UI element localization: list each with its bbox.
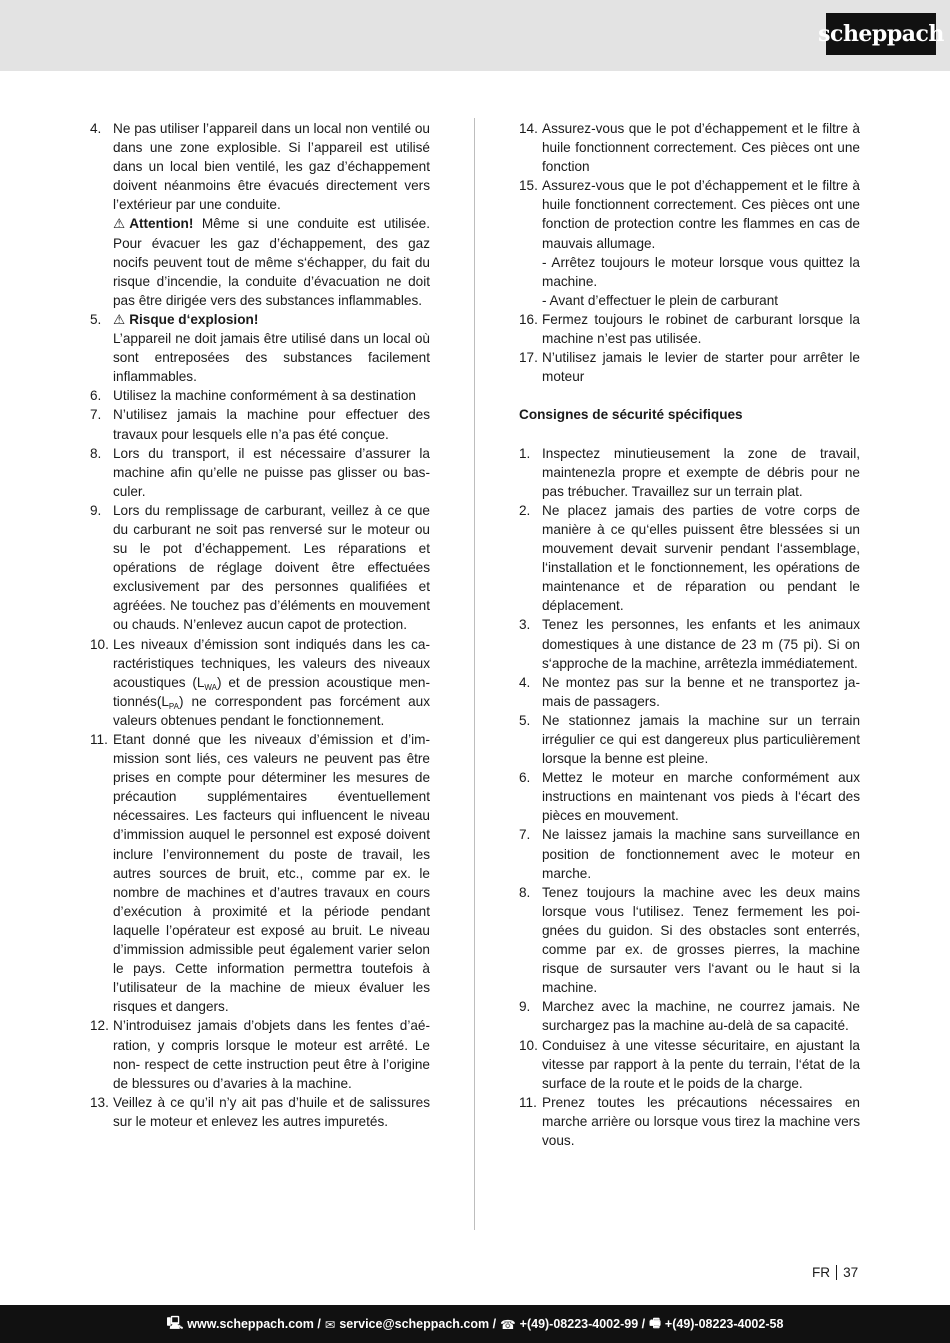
item-number: 10. <box>519 1037 538 1053</box>
item-number: 6. <box>90 388 102 404</box>
list-item <box>519 825 860 882</box>
list-item <box>519 119 860 176</box>
list-item <box>519 883 860 998</box>
item-number: 3. <box>519 617 531 633</box>
list-item <box>519 348 860 386</box>
item-number: 11. <box>519 1094 537 1110</box>
item-paragraph <box>113 386 430 405</box>
list-item <box>90 501 430 635</box>
item-paragraph <box>542 711 860 768</box>
mail-icon: ✉ <box>324 1317 336 1332</box>
item-number: 4. <box>519 674 531 690</box>
item-paragraph <box>542 119 860 176</box>
list-item <box>90 405 430 443</box>
item-paragraph <box>542 176 860 252</box>
section-heading: Consignes de sécurité spécifiques <box>519 407 743 423</box>
item-text: Les niveaux d’émission sont indiqués dans les caractéristiques techniques, les valeurs des niveaux acoustiques (L <box>113 636 430 690</box>
item-number: 17. <box>519 350 538 366</box>
item-number: 7. <box>519 827 531 843</box>
phone-icon: ☎ <box>500 1317 516 1332</box>
item-paragraph <box>113 635 430 730</box>
page-language: FR <box>812 1265 831 1280</box>
item-paragraph <box>113 310 430 329</box>
item-paragraph <box>542 1036 860 1093</box>
item-text: - Avant d’effectuer le plein de carburant <box>542 292 779 308</box>
item-paragraph <box>113 501 430 635</box>
list-item <box>519 310 860 348</box>
warning-icon: ⚠ <box>113 311 126 327</box>
page-number-separator <box>836 1265 837 1280</box>
item-paragraph <box>113 329 430 386</box>
item-text: Lors du transport, il est nécessaire d’assurer la machine afin qu’elle ne puisse pas glisser ou basculer. <box>113 445 430 499</box>
item-number: 16. <box>519 311 538 327</box>
left-column <box>90 119 430 1131</box>
warning-label: Attention! <box>129 216 194 232</box>
item-text: Assurez-vous que le pot d’échappement et le filtre à huile fonctionnent correctement. Ces pièces ont une fonction <box>542 121 860 175</box>
item-text: Conduisez à une vitesse sécuritaire, en ajustant la vitesse par rapport à la pente du terrain, l‘état de la surface de la route et le poids de la charge. <box>542 1037 860 1091</box>
item-paragraph <box>542 348 860 386</box>
footer-bar <box>0 1305 950 1343</box>
item-text: Tenez les personnes, les enfants et les animaux domestiques à une distance de 23 m (75 pi). Si on s‘approche de la machine, arrêtezla immédiatement. <box>542 617 860 671</box>
item-number: 6. <box>519 770 531 786</box>
item-number: 8. <box>90 445 102 461</box>
item-paragraph <box>113 730 430 1016</box>
item-number: 1. <box>519 445 531 461</box>
item-text: Utilisez la machine conformément à sa destination <box>113 388 416 404</box>
item-number: 12. <box>90 1018 109 1034</box>
item-text: Ne pas utiliser l’appareil dans un local non ventilé ou dans une zone explosible. Si l’appareil est utilisé dans un local bien ventilé, les gaz d’échappement doivent néanmoins être évacués directement vers l’extérieur par une conduite. <box>113 121 430 213</box>
page-number <box>812 1265 858 1280</box>
item-number: 4. <box>90 121 102 136</box>
subscript: PA <box>168 701 179 711</box>
item-text: ) ne correspondent pas forcément aux valeurs obtenues pendant le fonctionnement. <box>113 693 430 728</box>
item-paragraph <box>542 1093 860 1150</box>
item-text: Assurez-vous que le pot d’échappement et le filtre à huile fonctionnent correctement. Ces pièces ont une fonction de protection contre les flammes en cas de mauvais allumage. <box>542 178 860 251</box>
item-text: ) et de pression acoustique mentionnés(L <box>113 674 430 709</box>
item-number: 11. <box>90 732 108 747</box>
item-number: 5. <box>90 311 102 327</box>
item-paragraph <box>542 768 860 825</box>
list-item <box>519 673 860 711</box>
item-text: Lors du remplissage de carburant, veillez à ce que du carburant ne soit pas renversé sur le moteur ou su le pot d’échappement. Les réparations et opérations de réglage doivent être effectuées exclusivement par des personnes qualifiées et agréées. Ne touchez pas d’éléments en mouvement ou chauds. N’enlevez aucun capot de protection. <box>113 502 430 633</box>
list-item <box>519 768 860 825</box>
list-item <box>90 310 430 386</box>
item-text: Ne laissez jamais la machine sans surveillance en position de fonctionnement avec le moteur en marche. <box>542 827 860 881</box>
list-item <box>519 444 860 501</box>
list-item <box>519 176 860 310</box>
item-text: Inspectez minutieusement la zone de travail, maintenezla propre et exempte de débris pour ne pas trébucher. Travaillez sur un terrain plat. <box>542 445 860 499</box>
item-text: Etant donné que les niveaux d’émission et d’immission sont liés, ces valeurs ne peuvent pas être prises en compte pour déterminer les mesures de précaution supplémentaires éventuellement nécessaires. Les facteurs qui influencent le niveau d’immission auquel le personnel est exposé doivent inclure l’environnement du poste de travail, les autres sources de bruit, etc., comme par ex. le nombre de machines et d’autres travaux en cours d’exécution à proximité et la période pendant laquelle l’opérateur est exposé au bruit. Le niveau d’immission admissible peut également varier selon le pays. Cette information permettra toutefois à l’utilisateur de la machine de mieux évaluer les risques et dangers. <box>113 732 430 1015</box>
footer-fax: +(49)-08223-4002-58 <box>664 1317 784 1331</box>
subscript: WA <box>204 682 218 692</box>
page-number-value: 37 <box>843 1265 859 1280</box>
list-item <box>90 386 430 405</box>
list-item <box>519 1093 860 1150</box>
item-paragraph <box>113 405 430 443</box>
item-text: N’introduisez jamais d’objets dans les fentes d’aération, y compris lorsque le moteur est arrêté. Le non- respect de cette instruction peut être à l’origine de blessures ou d’avaries à la machine. <box>113 1018 430 1091</box>
item-text: L’appareil ne doit jamais être utilisé dans un local où sont entreposées des substances facilement inflammables. <box>113 331 430 385</box>
item-text: Marchez avec la machine, ne courrez jamais. Ne surchargez pas la machine au-delà de sa capacité. <box>542 999 860 1034</box>
item-text: Ne stationnez jamais la machine sur un terrain irrégulier ce qui est dangereux plus particulièrement lorsque la benne est pleine. <box>542 712 860 767</box>
list-item <box>90 635 430 730</box>
item-text: Fermez toujours le robinet de carburant lorsque la machine n’est pas utilisée. <box>542 311 860 347</box>
general-safety-list-continued <box>519 119 860 386</box>
item-number: 14. <box>519 121 538 136</box>
item-text: Ne montez pas sur la benne et ne transportez jamais de passagers. <box>542 674 860 709</box>
computer-icon: 🖳 <box>166 1315 184 1330</box>
item-text: Prenez toutes les précautions nécessaires en marche arrière ou lorsque vous tirez la machine vers vous. <box>542 1094 860 1148</box>
item-number: 8. <box>519 884 531 900</box>
item-text: Veillez à ce qu’il n’y ait pas d’huile et de salissures sur le moteur et enlevez les autres impuretés. <box>113 1094 430 1129</box>
item-paragraph <box>542 253 860 291</box>
item-paragraph <box>542 444 860 501</box>
list-item <box>519 615 860 672</box>
item-paragraph <box>542 673 860 711</box>
footer-email[interactable]: service@scheppach.com / <box>339 1317 497 1331</box>
item-paragraph <box>113 1016 430 1092</box>
item-paragraph <box>542 501 860 616</box>
item-text: N’utilisez jamais le levier de starter pour arrêter le moteur <box>542 350 860 385</box>
footer-website[interactable]: www.scheppach.com / <box>187 1317 321 1331</box>
item-paragraph <box>113 1093 430 1131</box>
item-text: - Arrêtez toujours le moteur lorsque vous quittez la machine. <box>542 254 860 289</box>
item-paragraph <box>113 119 430 214</box>
list-item <box>519 997 860 1035</box>
item-paragraph <box>542 310 860 348</box>
item-text: Même si une conduite est utilisée. Pour évacuer les gaz d’échappement, des gaz nocifs peuvent tout de même s‘échapper, du fait du risque d’incendie, la conduite d’évacuation ne doit pas être dirigée vers des substances inflammables. <box>113 216 430 308</box>
item-number: 5. <box>519 712 531 728</box>
item-paragraph <box>542 997 860 1035</box>
item-number: 9. <box>90 502 102 518</box>
list-item <box>90 1093 430 1131</box>
footer-phone: +(49)-08223-4002-99 / <box>519 1317 646 1331</box>
list-item <box>90 444 430 501</box>
item-number: 7. <box>90 407 102 423</box>
item-text: Ne placez jamais des parties de votre corps de manière à ce qu‘elles puissent être blessées si un mouvement devait survenir pendant l‘assemblage, l‘installation et le fonctionnement, les opérations de maintenance et de réparation ou pendant le déplacement. <box>542 502 860 614</box>
specific-safety-list <box>519 444 860 1150</box>
item-paragraph <box>113 444 430 501</box>
item-paragraph <box>542 883 860 998</box>
item-paragraph <box>542 825 860 882</box>
list-item <box>519 711 860 768</box>
item-paragraph <box>542 291 860 310</box>
list-item <box>519 1036 860 1093</box>
item-number: 15. <box>519 178 538 194</box>
item-text: N’utilisez jamais la machine pour effectuer des travaux pour lesquels elle n’a pas été conçue. <box>113 407 430 442</box>
header-bar <box>0 0 950 71</box>
list-item <box>90 1016 430 1092</box>
item-number: 9. <box>519 999 531 1015</box>
item-paragraph <box>542 615 860 672</box>
list-item <box>519 501 860 616</box>
fax-icon: 🖷 <box>649 1315 661 1330</box>
warning-icon: ⚠ <box>113 216 126 232</box>
column-divider <box>474 118 475 1230</box>
item-text: Mettez le moteur en marche conformément aux instructions en maintenant vos pieds à l‘écart des pièces en mouvement. <box>542 770 860 824</box>
item-number: 2. <box>519 502 531 518</box>
scheppach-logo: scheppach <box>826 13 936 55</box>
item-text: Tenez toujours la machine avec les deux mains lorsque vous l‘utilisez. Tenez fermement les poignées du guidon. Si des obstacles sont enterrés, comme par ex. de grosses pierres, la machine risque de sursauter vers l‘avant ou le haut si la machine. <box>542 884 860 996</box>
right-column <box>519 119 860 1150</box>
item-paragraph <box>113 214 430 309</box>
warning-label: Risque d‘explosion! <box>129 311 259 327</box>
list-item <box>90 119 430 310</box>
item-number: 10. <box>90 636 109 652</box>
list-item <box>90 730 430 1016</box>
item-number: 13. <box>90 1094 109 1110</box>
